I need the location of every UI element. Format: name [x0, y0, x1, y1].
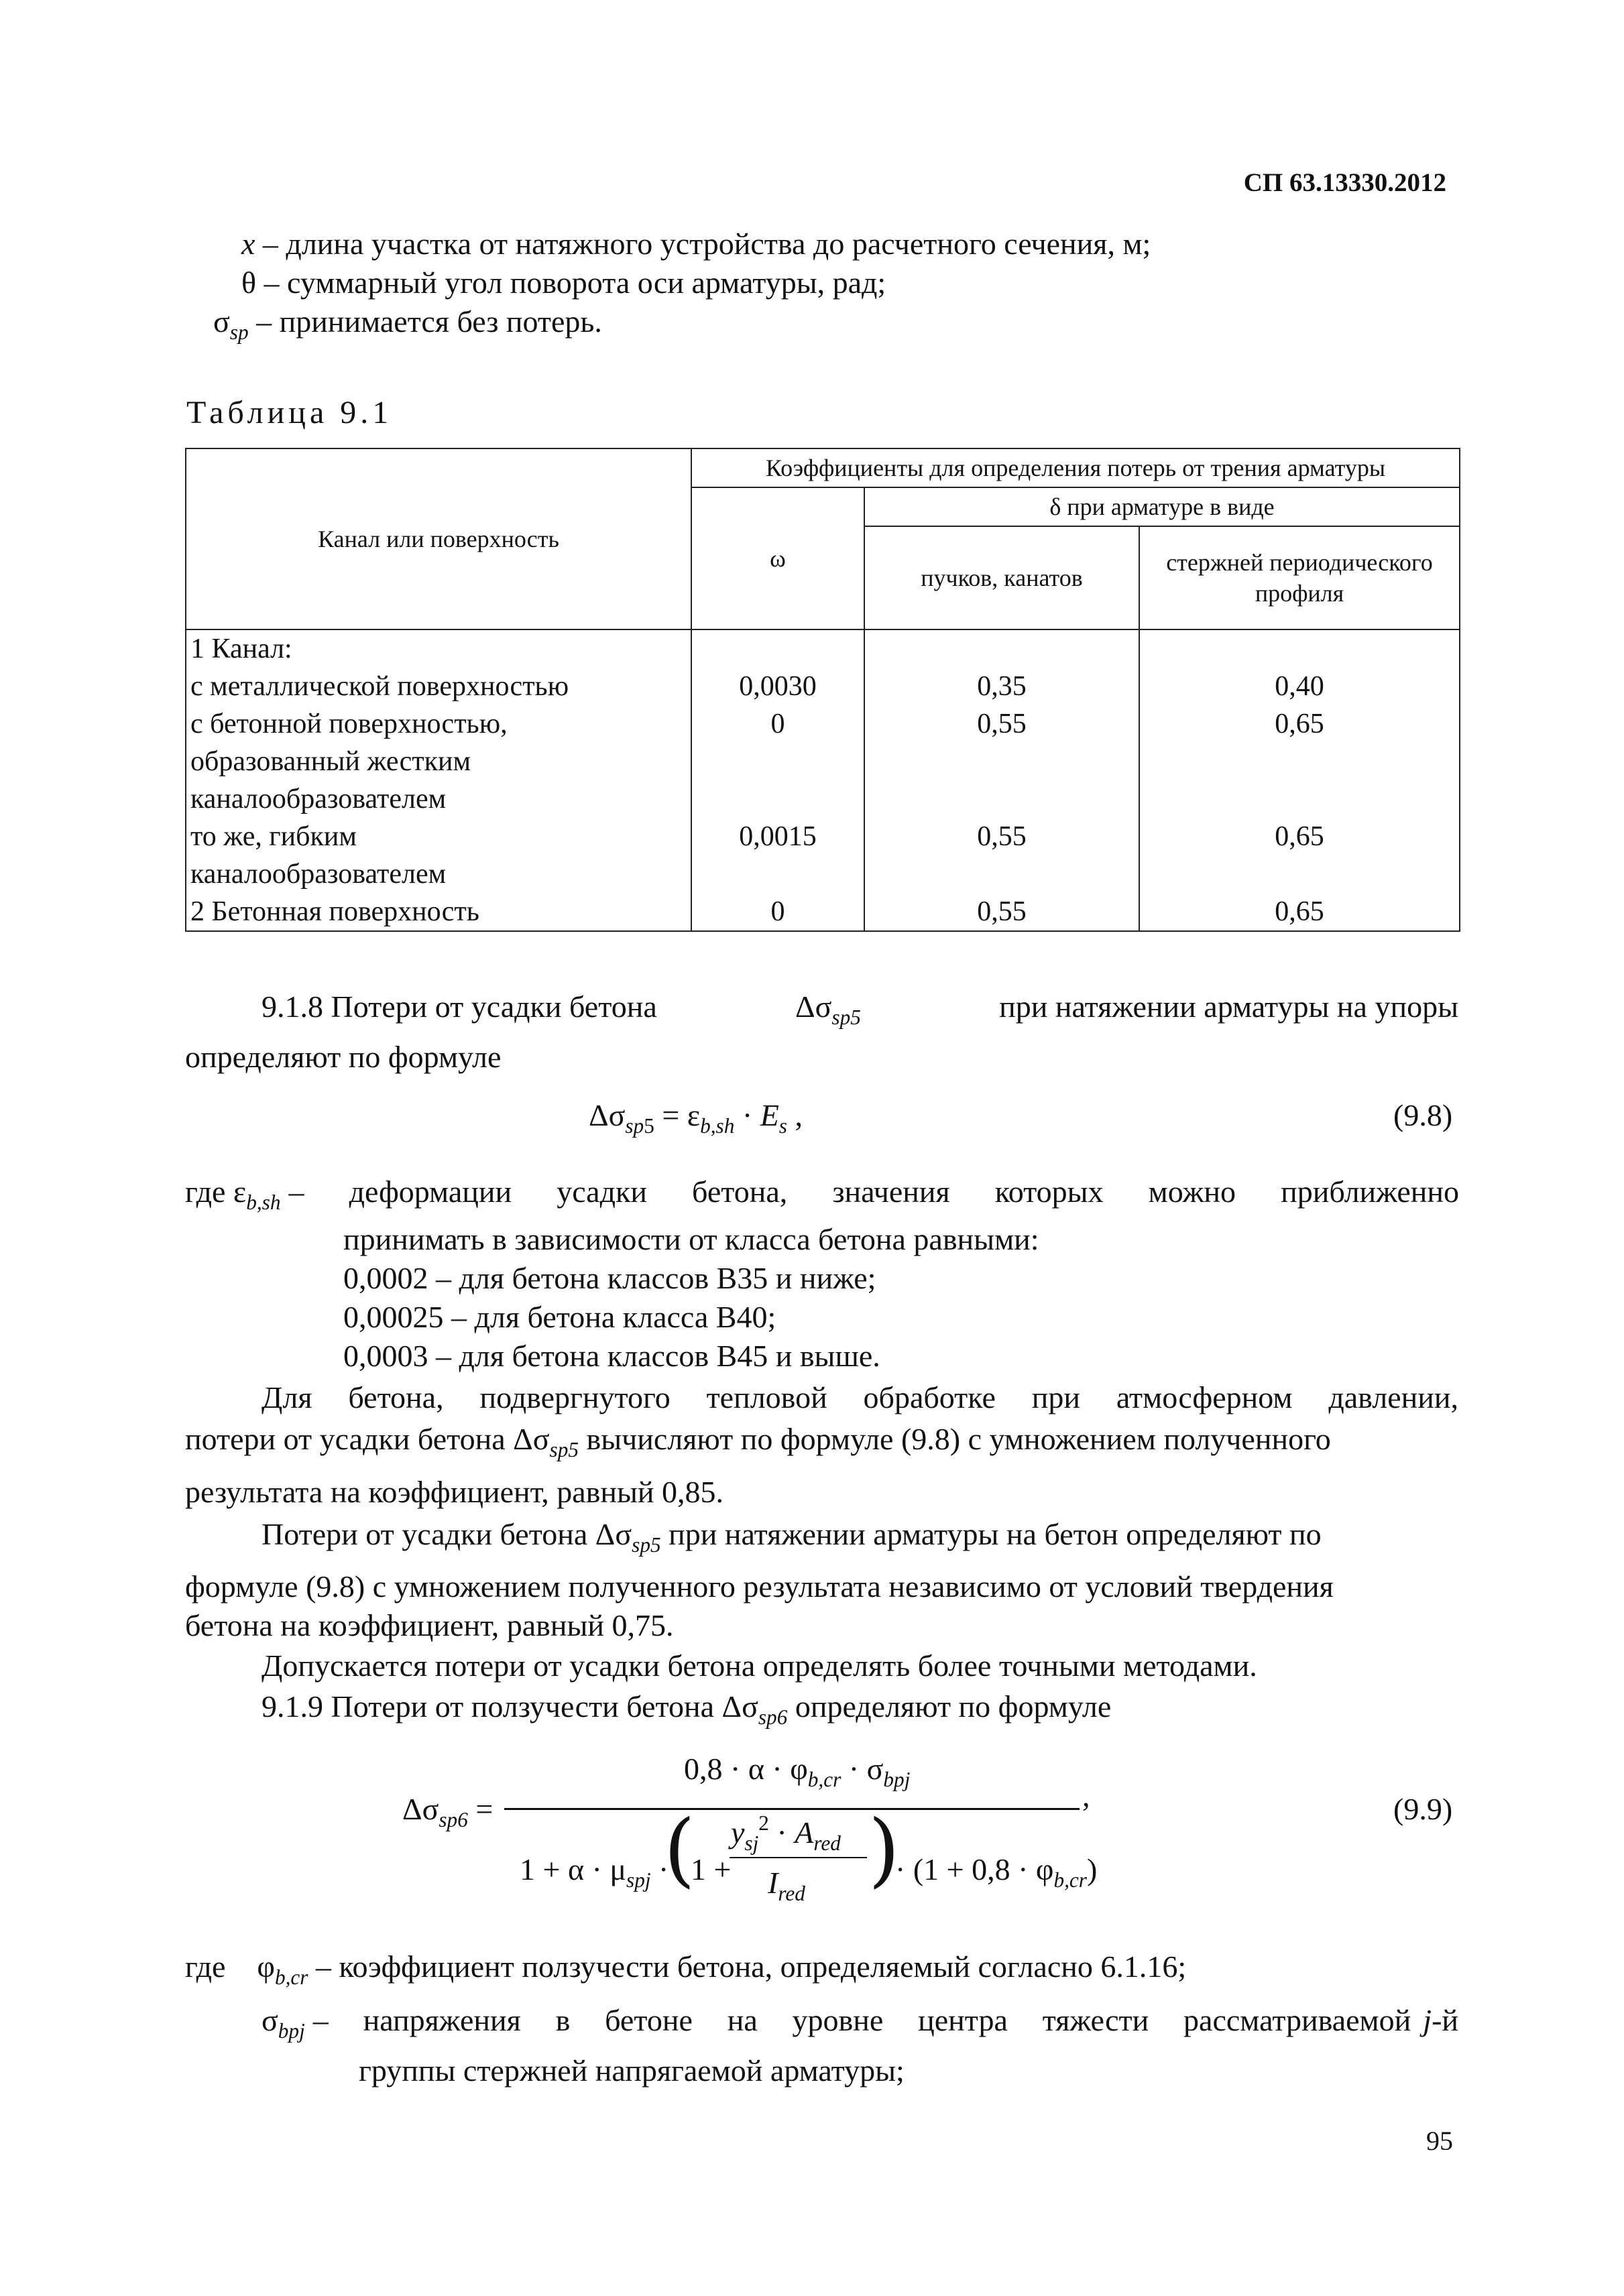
def-sigma-sp — [213, 302, 602, 344]
cell-omega: 0 — [691, 705, 864, 818]
para-concrete-line1: Потери от усадки бетона $\Delta\sigma_{sp5}$ при натяжении арматуры на бетон определяют по — [262, 1517, 1322, 1557]
para-919-lead: 9.1.9 Потери от ползучести бетона — [262, 1689, 714, 1724]
para-919: 9.1.9 Потери от ползучести бетона $\Delta\sigma_{sp6}$ определяют по формуле — [262, 1689, 1112, 1729]
where-sigma-jsuffix: -й — [1432, 2003, 1458, 2037]
row-label: с металлической поверхностью — [186, 668, 691, 705]
delta-sigma-sp5: $\Delta\sigma_{sp5}$ — [795, 989, 861, 1029]
table-row — [186, 705, 1460, 818]
cell-delta-rods: 0,65 — [1139, 818, 1460, 893]
para-heat-line2: потери от усадки бетона $\Delta\sigma_{sp5}$ вычисляют по формуле (9.8) с умножением полученного — [185, 1422, 1331, 1461]
row-label: то же, гибким каналообразователем — [186, 818, 691, 893]
def-x — [241, 225, 1151, 263]
where-phi-text: – коэффициент ползучести бетона, определяемый согласно 6.1.16; — [315, 1949, 1187, 1984]
formula-9-9-number: (9.9) — [1393, 1792, 1453, 1826]
cell-omega: 0 — [691, 893, 864, 931]
where-sigma-text2: группы стержней напрягаемой арматуры; — [359, 2053, 905, 2088]
row-label: с бетонной поверхностью, образованный жестким каналообразователем — [186, 705, 691, 818]
where-eps-text1: – деформации усадки бетона, значения которых можно приближенно — [288, 1174, 1459, 1209]
formula-9-8-number: (9.8) — [1393, 1098, 1453, 1132]
formula-9-9-denominator-start: $1 + \alpha \cdot \mu_{spj}$ · — [520, 1852, 669, 1892]
def-sigma-text: – принимается без потерь. — [256, 304, 602, 339]
formula-9-9-inner-one: 1 + — [691, 1852, 732, 1886]
row-label: 1 Канал: — [186, 629, 691, 668]
cell-delta-rods — [1139, 629, 1460, 668]
where-sigma-line1 — [262, 2001, 1458, 2043]
col-header-channel: Канал или поверхность — [186, 448, 691, 629]
left-paren-icon: ( — [664, 1803, 695, 1896]
symbol-sigma: σ — [213, 304, 230, 339]
symbol-theta: θ — [241, 265, 257, 300]
def-theta — [241, 263, 886, 302]
para-concrete-l1b: при натяжении арматуры на бетон определяют по — [669, 1517, 1322, 1551]
col-header-delta: δ при арматуре в виде — [864, 487, 1460, 526]
fraction-bar — [504, 1808, 1080, 1810]
para-exact-methods: Допускается потери от усадки бетона определять более точными методами. — [262, 1648, 1257, 1683]
cell-delta-rods: 0,65 — [1139, 705, 1460, 818]
para-concrete-l1a: Потери от усадки бетона — [262, 1517, 588, 1551]
formula-9-8: $\Delta\sigma_{sp5} = \varepsilon_{b,sh} \cdot E_s$ , — [589, 1098, 803, 1138]
table-caption: Таблица 9.1 — [186, 395, 393, 430]
where-eps-text2: принимать в зависимости от класса бетона равными: — [343, 1222, 1039, 1256]
sigma-bpj: $\sigma_{bpj}$ — [262, 2003, 305, 2043]
list-item: 0,0002 – для бетона классов В35 и ниже; — [343, 1261, 876, 1295]
para-heat-l2b: вычисляют по формуле (9.8) с умножением полученного — [586, 1422, 1331, 1456]
page-number: 95 — [1426, 2126, 1453, 2156]
table-row — [186, 668, 1460, 705]
para-918-line1 — [262, 987, 1458, 1029]
para-heat-line1: Для бетона, подвергнутого тепловой обработке при атмосферном давлении, — [262, 1380, 1458, 1414]
para-918-line2: определяют по формуле — [185, 1040, 502, 1074]
para-918-lead: 9.1.8 Потери от усадки бетона — [262, 989, 657, 1024]
cell-omega: 0,0030 — [691, 668, 864, 705]
where-eps-lead: где $\varepsilon_{b,sh}$ — [185, 1174, 281, 1214]
inner-fraction-bar — [730, 1857, 867, 1858]
cell-delta-bundles: 0,35 — [864, 668, 1139, 705]
para-concrete-line3: бетона на коэффициент, равный 0,75. — [185, 1608, 674, 1642]
para-concrete-line2: формуле (9.8) с умножением полученного результата независимо от условий твердения — [185, 1569, 1334, 1604]
cell-delta-rods: 0,65 — [1139, 893, 1460, 931]
where-sigma-j — [1423, 2001, 1458, 2040]
cell-delta-bundles: 0,55 — [864, 893, 1139, 931]
formula-9-9-inner-num: $y_{sj}^2 \cdot A_{red}$ — [731, 1811, 841, 1855]
formula-9-9-comma: , — [1082, 1778, 1090, 1813]
where-eps-line1 — [185, 1172, 1459, 1214]
para-919-tail: определяют по формуле — [795, 1689, 1112, 1724]
table-row — [186, 893, 1460, 931]
cell-delta-bundles: 0,55 — [864, 705, 1139, 818]
para-918-tail: при натяжении арматуры на упоры — [999, 989, 1458, 1024]
formula-9-9-numerator: $0,8 \cdot \alpha \cdot \varphi_{b,cr} \cdot \sigma_{bpj}$ — [684, 1752, 911, 1791]
col-header-coefficients: Коэффициенты для определения потерь от трения арматуры — [691, 448, 1460, 487]
where-phi: где $\varphi_{b,cr}$ – коэффициент ползучести бетона, определяемый согласно 6.1.16; — [185, 1949, 1187, 1989]
table-row — [186, 629, 1460, 668]
cell-delta-bundles: 0,55 — [864, 818, 1139, 893]
symbol-x: x — [241, 227, 255, 261]
para-heat-line3: результата на коэффициент, равный 0,85. — [185, 1475, 724, 1509]
formula-9-9-tail: · $(1 + 0,8 \cdot \varphi_{b,cr})$ — [895, 1852, 1098, 1892]
where-word: где — [185, 1949, 226, 1984]
where-word: где — [185, 1174, 226, 1209]
cell-delta-rods: 0,40 — [1139, 668, 1460, 705]
cell-delta-bundles — [864, 629, 1139, 668]
symbol-j: j — [1423, 2003, 1432, 2037]
friction-coefficients-table — [185, 448, 1460, 932]
table-row — [186, 818, 1460, 893]
where-sigma-text1: – напряжения в бетоне на уровне центра тяжести рассматриваемой — [312, 2003, 1411, 2037]
col-header-rods: стержней периодического профиля — [1139, 526, 1460, 629]
list-item: 0,00025 – для бетона класса В40; — [343, 1300, 776, 1334]
col-header-bundles: пучков, канатов — [864, 526, 1139, 629]
cell-omega — [691, 629, 864, 668]
formula-9-9-lhs: $\Delta\sigma_{sp6}$ = — [402, 1792, 494, 1831]
para-heat-l2a: потери от усадки бетона — [185, 1422, 506, 1456]
row-label: 2 Бетонная поверхность — [186, 893, 691, 931]
list-item: 0,0003 – для бетона классов В45 и выше. — [343, 1339, 880, 1373]
formula-9-9-inner-den: $I_{red}$ — [768, 1866, 805, 1905]
right-paren-icon: ) — [868, 1803, 900, 1896]
symbol-sub-sp: sp — [229, 320, 249, 344]
def-x-text: – длина участка от натяжного устройства до расчетного сечения, м; — [262, 227, 1151, 261]
col-header-omega: ω — [691, 487, 864, 629]
document-code-header: СП 63.13330.2012 — [1243, 168, 1446, 197]
def-theta-text: – суммарный угол поворота оси арматуры, рад; — [264, 265, 886, 300]
cell-omega: 0,0015 — [691, 818, 864, 893]
